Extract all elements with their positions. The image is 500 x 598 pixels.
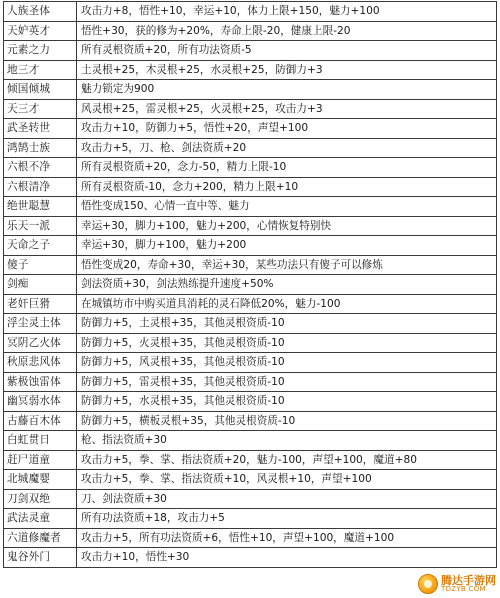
trait-effect: 在城镇坊市中购买道具消耗的灵石降低20%，魅力-100 [77,295,497,314]
trait-effect: 攻击力+5，拳、掌、指法资质+10，风灵根+10，声望+100 [77,470,497,489]
trait-name: 六根不净 [4,158,77,177]
table-row [4,314,497,334]
trait-effect: 幸运+30，脚力+100，魅力+200 [77,236,497,255]
table-row [4,139,497,159]
trait-name: 六道修魔者 [4,529,77,548]
trait-name: 地三才 [4,61,77,80]
table-row [4,158,497,178]
table-row [4,412,497,432]
table-row [4,275,497,295]
table-row [4,490,497,510]
trait-effect: 攻击力+5，所有功法资质+6，悟性+10，声望+100，魔道+100 [77,529,497,548]
table-row [4,217,497,237]
trait-effect: 防御力+5，土灵根+35，其他灵根资质-10 [77,314,497,333]
table-row [4,373,497,393]
table-row [4,470,497,490]
trait-effect: 所有灵根资质+20，念力-50，精力上限-10 [77,158,497,177]
table-row [4,256,497,276]
trait-name: 倾国倾城 [4,80,77,99]
watermark-logo-icon [418,574,438,594]
table-row [4,431,497,451]
traits-table [3,1,497,568]
trait-effect: 防御力+5，横板灵根+35，其他灵根资质-10 [77,412,497,431]
trait-effect: 攻击力+10，防御力+5，悟性+20，声望+100 [77,119,497,138]
watermark-title: 腾达手游网 [441,574,496,587]
trait-effect: 所有灵根资质-10，念力+200，精力上限+10 [77,178,497,197]
watermark-url: TDZYB.COM [441,585,486,593]
table-row [4,178,497,198]
table-row [4,334,497,354]
trait-effect: 悟性变成20，寿命+30，幸运+30，某些功法只有傻子可以修炼 [77,256,497,275]
trait-effect: 防御力+5，雷灵根+35，其他灵根资质-10 [77,373,497,392]
trait-effect: 攻击力+5，刀、枪、剑法资质+20 [77,139,497,158]
trait-effect: 幸运+30，脚力+100，魅力+200，心情恢复特别快 [77,217,497,236]
trait-effect: 悟性变成150、心情一直中等、魅力 [77,197,497,216]
trait-name: 冥阴乙火体 [4,334,77,353]
table-row [4,41,497,61]
site-watermark [418,572,496,596]
trait-effect: 刀、剑法资质+30 [77,490,497,509]
trait-name: 紫极蚀雷体 [4,373,77,392]
table-row [4,548,497,568]
trait-name: 古藤百木体 [4,412,77,431]
trait-effect: 攻击力+8，悟性+10，幸运+10，体力上限+150，魅力+100 [77,2,497,21]
trait-name: 人族圣体 [4,2,77,21]
trait-name: 浮尘灵土体 [4,314,77,333]
trait-effect: 悟性+30，获的修为+20%，寿命上限-20，健康上限-20 [77,22,497,41]
trait-name: 刀剑双绝 [4,490,77,509]
trait-name: 剑痴 [4,275,77,294]
trait-effect: 魅力锁定为900 [77,80,497,99]
trait-effect: 攻击力+10，悟性+30 [77,548,497,567]
trait-effect: 攻击力+5，拳、掌、指法资质+20，魅力-100，声望+100，魔道+80 [77,451,497,470]
trait-effect: 防御力+5，火灵根+35，其他灵根资质-10 [77,334,497,353]
trait-effect: 剑法资质+30，剑法熟练提升速度+50% [77,275,497,294]
trait-name: 幽冥弱水体 [4,392,77,411]
trait-name: 秋原悲风体 [4,353,77,372]
trait-name: 乐天一派 [4,217,77,236]
trait-effect: 所有灵根资质+20，所有功法资质-5 [77,41,497,60]
trait-name: 天三才 [4,100,77,119]
trait-effect: 所有功法资质+18，攻击力+5 [77,509,497,528]
table-row [4,509,497,529]
trait-name: 鸿鹄士族 [4,139,77,158]
trait-name: 赶尸道童 [4,451,77,470]
trait-effect: 风灵根+25，雷灵根+25，火灵根+25，攻击力+3 [77,100,497,119]
trait-name: 傻子 [4,256,77,275]
trait-effect: 土灵根+25，木灵根+25，水灵根+25，防御力+3 [77,61,497,80]
trait-name: 绝世聪慧 [4,197,77,216]
trait-name: 鬼谷外门 [4,548,77,567]
trait-name: 白虹贯日 [4,431,77,450]
trait-name: 北城魔婴 [4,470,77,489]
trait-name: 元素之力 [4,41,77,60]
trait-name: 武圣转世 [4,119,77,138]
trait-name: 天命之子 [4,236,77,255]
table-row [4,119,497,139]
table-row [4,22,497,42]
table-row [4,80,497,100]
table-row [4,2,497,22]
table-row [4,61,497,81]
trait-name: 老奸巨猾 [4,295,77,314]
trait-name: 天妒英才 [4,22,77,41]
trait-effect: 枪、指法资质+30 [77,431,497,450]
table-row [4,295,497,315]
table-row [4,353,497,373]
table-row [4,529,497,549]
table-row [4,392,497,412]
table-row [4,236,497,256]
trait-name: 六根清净 [4,178,77,197]
table-row [4,100,497,120]
trait-effect: 防御力+5，风灵根+35，其他灵根资质-10 [77,353,497,372]
table-row [4,451,497,471]
trait-effect: 防御力+5，水灵根+35，其他灵根资质-10 [77,392,497,411]
table-row [4,197,497,217]
trait-name: 武法灵童 [4,509,77,528]
